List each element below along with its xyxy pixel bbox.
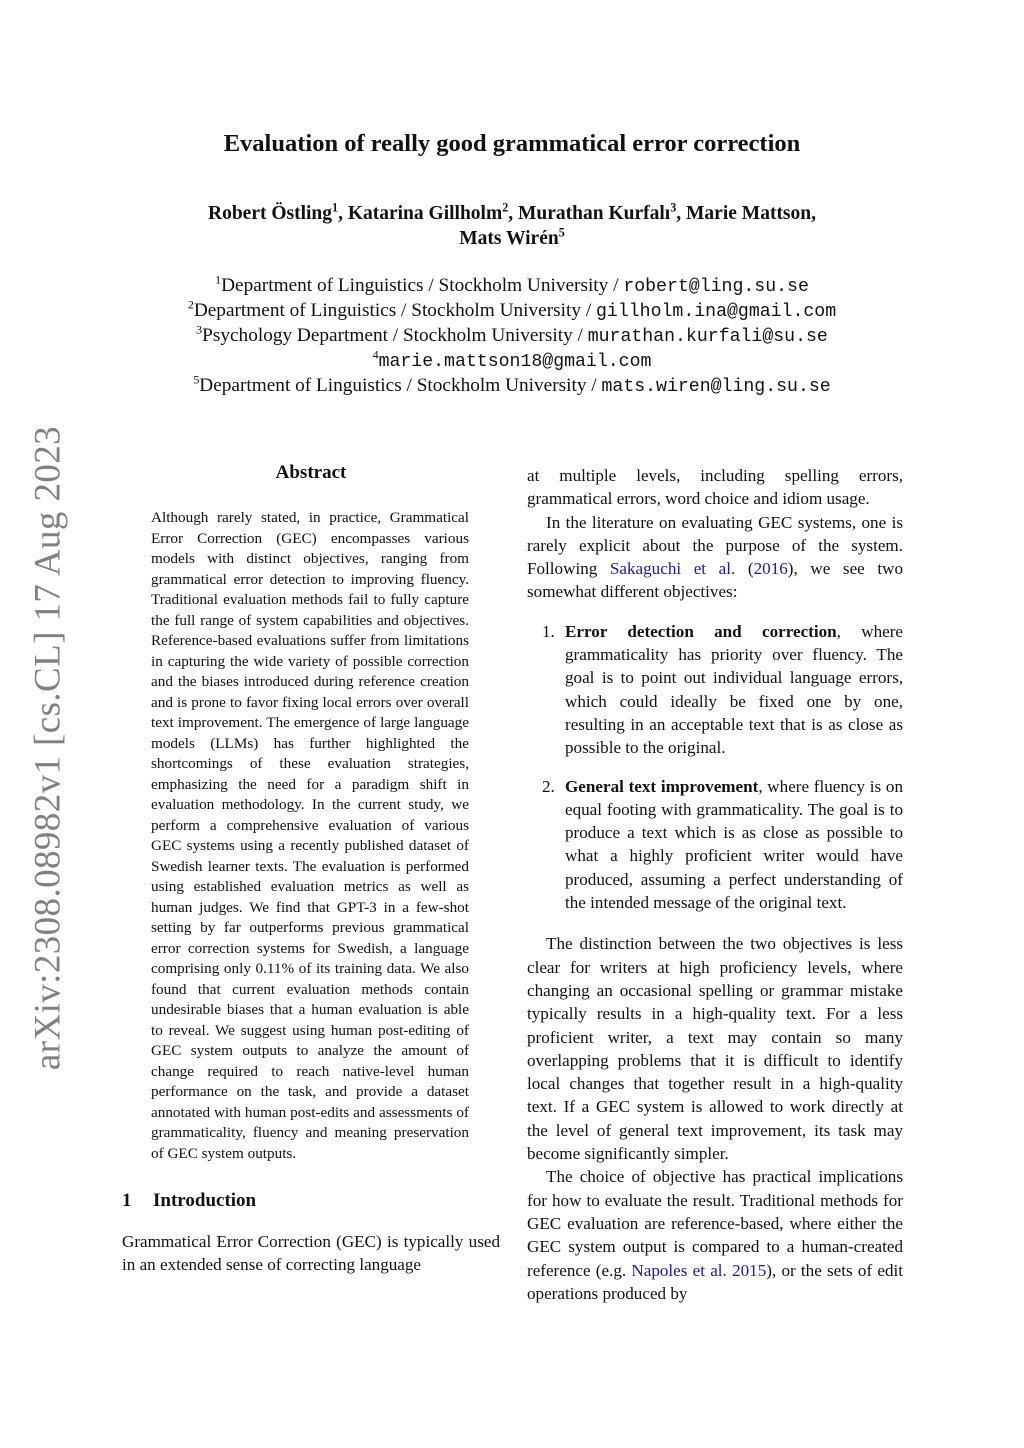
paragraph-text: The choice of objective has practical implications for how to evaluate the result. Traditional methods for GEC evaluation are reference-based, where either the GEC system output is compared to a human-created reference (e.g.: [527, 1167, 903, 1280]
author-list: [0, 201, 1024, 251]
objective-term: Error detection and correction: [565, 621, 837, 641]
author-line-1: Robert Östling$^1$, Katarina Gillholm$^2$, Murathan Kurfalı$^3$, Marie Mattson,: [207, 200, 816, 224]
right-column: [527, 464, 903, 1305]
objective-description: , where grammaticality has priority over fluency. The goal is to point out individual language errors, which could ideally be fixed one by one, resulting in an acceptable text that is as close as possible to the original.: [565, 621, 903, 758]
affiliation-list: [0, 274, 1024, 399]
intro-paragraph-4: [527, 1165, 903, 1305]
intro-paragraph-3: The distinction between the two objectives is less clear for writers at high proficiency levels, where changing an occasional spelling or grammar mistake typically results in a high-quality text. For a less proficient writer, a text may contain so many overlapping problems that it is difficult to identify local changes that together result in a high-quality text. If a GEC system is allowed to work directly at the level of general text improvement, its task may become significantly simpler.: [527, 934, 903, 1164]
intro-paragraph-1-continued: at multiple levels, including spelling errors, grammatical errors, word choice and idiom usage.: [527, 466, 903, 509]
arxiv-identifier-stamp: arXiv:2308.08982v1 [cs.CL] 17 Aug 2023: [27, 425, 69, 1071]
author-email[interactable]: marie.mattson18@gmail.com: [378, 352, 652, 372]
affiliation-line: [0, 324, 1024, 349]
list-item: [527, 620, 903, 760]
list-item: [527, 775, 903, 915]
affiliation-number: 5: [193, 372, 200, 387]
author-affiliation-mark: 1: [332, 200, 339, 215]
author-email[interactable]: gillholm.ina@gmail.com: [596, 302, 837, 322]
left-column: [122, 460, 500, 1277]
affiliation-text: Department of Linguistics / Stockholm University /: [221, 275, 624, 296]
abstract-heading: Abstract: [275, 462, 347, 483]
author-name: Robert Östling: [207, 203, 333, 224]
affiliation-number: 4: [372, 347, 379, 362]
paragraph-text: In the literature on evaluating GEC systems, one is rarely explicit about the purpose of the system. Following: [527, 512, 903, 579]
paragraph-text: , we see two somewhat different objectives:: [527, 559, 904, 602]
section-number: 1: [122, 1190, 132, 1211]
affiliation-number: 1: [215, 272, 222, 287]
affiliation-line: [0, 299, 1024, 324]
intro-paragraph-2: In the literature on evaluating GEC systems, one is rarely explicit about the purpose of the system. Following Sakaguchi et al. (2016), we see two somewhat different objectives:: [527, 512, 904, 602]
paragraph-text: ), or the sets of edit operations produced by: [527, 1260, 903, 1303]
abstract-body: Although rarely stated, in practice, Grammatical Error Correction (GEC) encompasses various models with distinct objectives, ranging from grammatical error detection to improving fluency. Traditional evaluation methods fail to fully capture the full range of system capabilities and objectives. Reference-based evaluations suffer from limitations in capturing the wide variety of possible correction and the biases introduced during reference creation and is prone to favor fixing local errors over overall text improvement. The emergence of large language models (LLMs) has further highlighted the shortcomings of these evaluation strategies, emphasizing the need for a paradigm shift in evaluation methodology. In the current study, we perform a comprehensive evaluation of various GEC systems using a recently published dataset of Swedish learner texts. The evaluation is performed using established evaluation metrics as well as human judges. We find that GPT-3 in a few-shot setting by far outperforms previous grammatical error correction systems for Swedish, a language comprising only 0.11% of its training data. We also found that current evaluation methods contain undesirable biases that a human evaluation is able to reveal. We suggest using human post-editing of GEC system outputs to analyze the amount of change required to reach native-level human performance on the task, and provide a dataset annotated with human post-edits and assessments of grammaticality, fluency and meaning preservation of GEC system outputs.: [151, 509, 469, 1162]
author-name: Marie Mattson,: [686, 203, 816, 224]
author-line-2: [0, 226, 1024, 251]
citation-link[interactable]: Napoles et al.: [631, 1260, 727, 1280]
objectives-list: [527, 620, 903, 915]
affiliation-text: Psychology Department / Stockholm University /: [202, 325, 588, 346]
objective-term: General text improvement: [565, 776, 759, 796]
section-heading-introduction: [122, 1190, 500, 1212]
citation-year-link[interactable]: 2015: [732, 1260, 767, 1280]
citation-year-link[interactable]: 2016: [753, 559, 788, 579]
section-title: Introduction: [153, 1190, 257, 1211]
author-affiliation-mark: 5: [558, 225, 565, 240]
affiliation-line: [0, 349, 1024, 374]
author-affiliation-mark: 3: [670, 200, 677, 215]
paper-title: Evaluation of really good grammatical error correction: [223, 130, 801, 157]
affiliation-line: [0, 274, 1024, 299]
author-email[interactable]: murathan.kurfali@su.se: [587, 327, 828, 347]
list-marker: 1.: [542, 621, 555, 641]
author-email[interactable]: robert@ling.su.se: [623, 277, 809, 297]
author-name: Murathan Kurfalı: [518, 203, 671, 224]
affiliation-text: Department of Linguistics / Stockholm University /: [199, 375, 602, 396]
author-affiliation-mark: 2: [502, 200, 509, 215]
intro-paragraph-1: Grammatical Error Correction (GEC) is typically used in an extended sense of correcting language: [122, 1232, 500, 1275]
citation-link[interactable]: Sakaguchi et al.: [609, 559, 736, 579]
affiliation-number: 2: [187, 297, 194, 312]
list-marker: 2.: [542, 776, 555, 796]
affiliation-text: Department of Linguistics / Stockholm University /: [193, 300, 597, 321]
author-name: Mats Wirén: [459, 228, 559, 249]
affiliation-number: 3: [196, 322, 203, 337]
author-name: Katarina Gillholm: [347, 203, 503, 224]
author-email[interactable]: mats.wiren@ling.su.se: [601, 377, 831, 397]
affiliation-line: [0, 374, 1024, 399]
objective-description: , where fluency is on equal footing with grammaticality. The goal is to produce a text which is as close as possible to what a highly proficient writer would have produced, assuming a perfect understanding of the intended message of the original text.: [565, 776, 903, 913]
